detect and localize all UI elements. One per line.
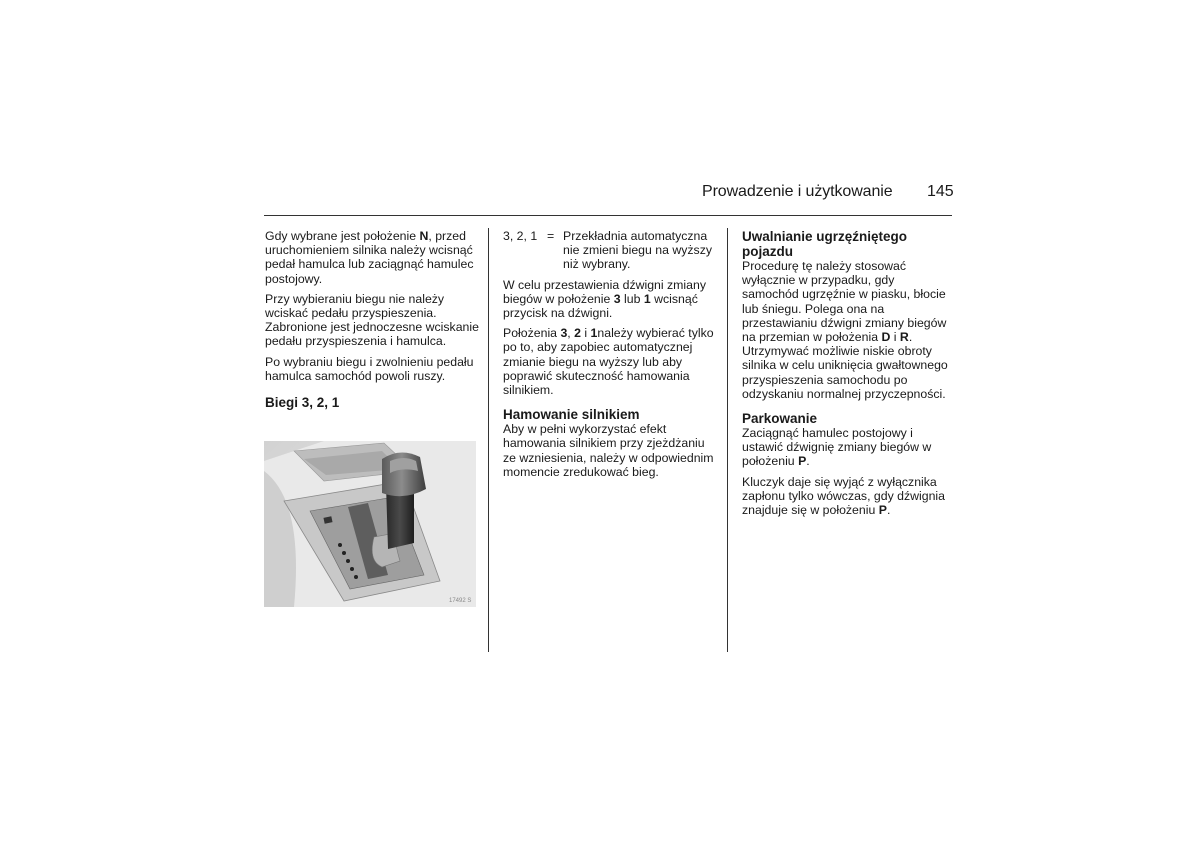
heading-parking: Parkowanie (742, 411, 818, 427)
paragraph-selector-button: W celu przestawienia dźwigni zmiany biegów w położenie 3 lub 1 wcisnąć przycisk na dźwigni. (503, 277, 706, 321)
page-number: 145 (927, 183, 954, 200)
paragraph-parking-brake: Zaciągnąć hamulec postojowy i ustawić dźwignię zmiany biegów w położeniu P. (742, 426, 932, 469)
column-divider-2 (727, 228, 728, 652)
figure-code: 17492 S (449, 598, 472, 604)
paragraph-brake-release: Po wybraniu biegu i zwolnieniu pedału hamulca samochód powoli ruszy. (265, 354, 474, 383)
column-divider-1 (488, 228, 489, 652)
definition-equals: = (547, 229, 555, 243)
heading-rocking-vehicle: Uwalnianie ugrzęźniętego pojazdu (742, 229, 908, 259)
paragraph-ignition-key: Kluczyk daje się wyjąć z wyłącznika zapłonu tylko wówczas, gdy dźwignia znajduje się w położeniu P. (742, 474, 946, 518)
paragraph-pedal-warning: Przy wybieraniu biegu nie należy wciskać pedału przyspieszenia. Zabronione jest jednoczesne wciskanie pedału przyspieszenia i hamulca. (265, 291, 479, 349)
definition-key: 3, 2, 1 (503, 229, 538, 243)
paragraph-rocking-vehicle: Procedurę tę należy stosować wyłącznie w przypadku, gdy samochód ugrzęźnie w piasku, błocie lub śniegu. Polega ona na przestawianiu dźwigni zmiany biegów na przemian w położenia D i R. Utrzymywać możliwie niskie obroty silnika w celu uniknięcia gwałtownego przyspieszenia samochodu po odzyskaniu normalnej przyczepności. (742, 259, 948, 401)
gear-lever-drawing (264, 441, 476, 607)
column-3 (742, 229, 954, 523)
definition-value: Przekładnia automatyczna nie zmieni biegu na wyższy niż wybrany. (563, 229, 712, 272)
header-rule (264, 215, 952, 216)
paragraph-positions-usage: Położenia 3, 2 i 1należy wybierać tylko po to, aby zapobiec automatycznej zmianie biegu na wyższy lub aby poprawić skuteczność hamowania silnikiem. (503, 326, 714, 398)
column-1 (265, 229, 479, 410)
paragraph-neutral-start: Gdy wybrane jest położenie N, przed uruchomieniem silnika należy wcisnąć pedał hamulca lub zaciągnąć hamulec postojowy. (265, 229, 474, 286)
heading-engine-braking: Hamowanie silnikiem (503, 407, 640, 423)
paragraph-engine-braking: Aby w pełni wykorzystać efekt hamowania silnikiem przy zjeżdżaniu ze wzniesienia, należy w odpowiednim momencie zredukować bieg. (503, 422, 714, 479)
column-2 (503, 229, 721, 485)
heading-gears-321: Biegi 3, 2, 1 (265, 395, 340, 411)
running-header-title: Prowadzenie i użytkowanie (702, 183, 893, 200)
gear-lever-illustration (264, 441, 476, 607)
definition-321 (503, 229, 721, 272)
